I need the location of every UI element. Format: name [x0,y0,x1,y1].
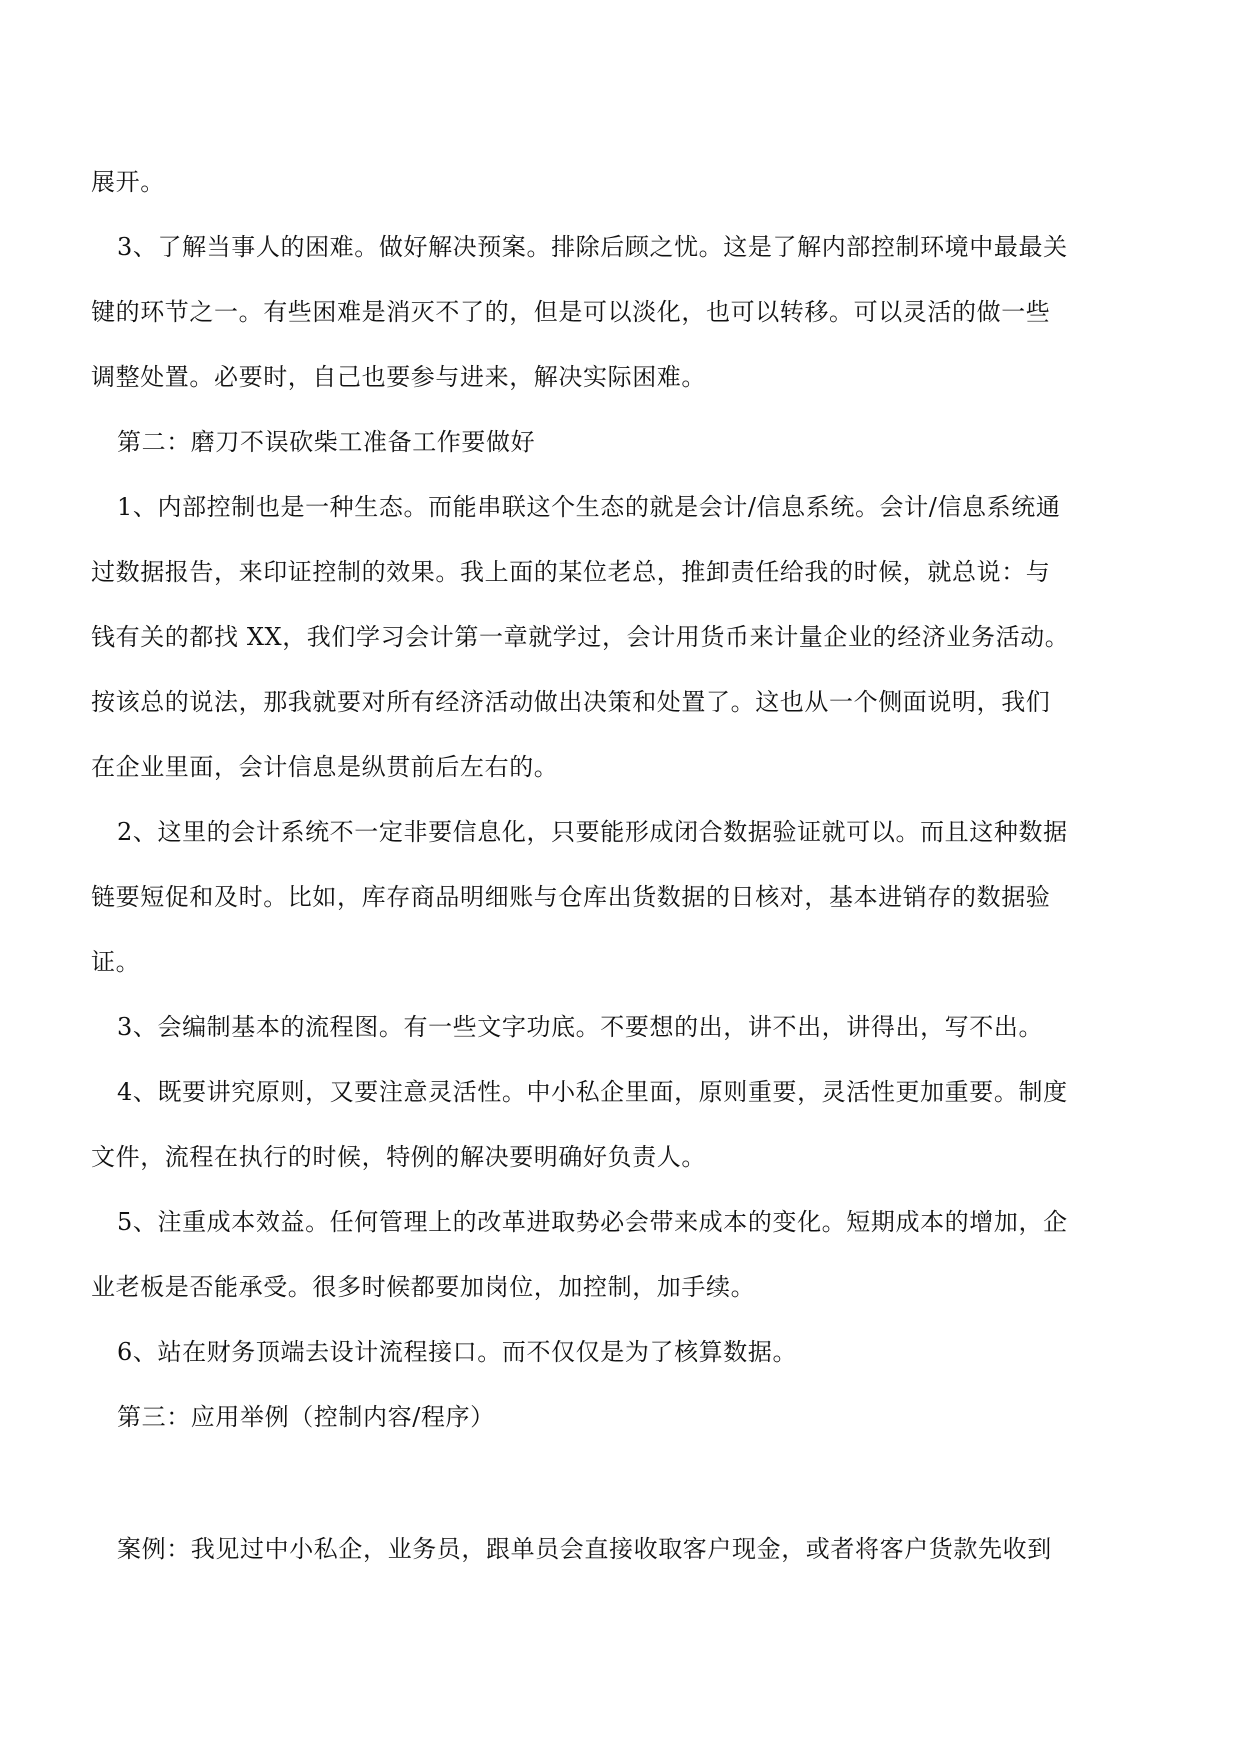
text-line: 钱有关的都找 XX，我们学习会计第一章就学过，会计用货币来计量企业的经济业务活动。 [91,623,1070,651]
text-line: 业老板是否能承受。很多时候都要加岗位，加控制，加手续。 [91,1273,756,1301]
text-line: 3、会编制基本的流程图。有一些文字功底。不要想的出，讲不出，讲得出，写不出。 [117,1013,1044,1041]
text-line: 第三：应用举例（控制内容/程序） [117,1403,495,1431]
paragraph-continuation [91,150,1153,215]
text-line: 5、注重成本效益。任何管理上的改革进取势必会带来成本的变化。短期成本的增加，企 [117,1208,1068,1236]
text-line: 案例：我见过中小私企，业务员，跟单员会直接收取客户现金，或者将客户货款先收到 [117,1535,1052,1563]
section-heading-3 [91,1385,1153,1450]
paragraph-item-2-accounting [91,800,1153,995]
text-line: 证。 [91,948,141,976]
paragraph-item-3-flowchart [91,995,1153,1060]
text-line: 按该总的说法，那我就要对所有经济活动做出决策和处置了。这也从一个侧面说明，我们 [91,688,1051,716]
text-line: 第二：磨刀不误砍柴工准备工作要做好 [117,428,536,456]
text-line: 4、既要讲究原则，又要注意灵活性。中小私企里面，原则重要，灵活性更加重要。制度 [117,1078,1068,1106]
section-heading-2 [91,410,1153,475]
text-line: 1、内部控制也是一种生态。而能串联这个生态的就是会计/信息系统。会计/信息系统通 [117,493,1061,521]
paragraph-item-1-ecology [91,475,1153,800]
document-page [91,0,1153,1754]
text-line: 6、站在财务顶端去设计流程接口。而不仅仅是为了核算数据。 [117,1338,798,1366]
paragraph-item-4-principles [91,1060,1153,1190]
text-line: 过数据报告，来印证控制的效果。我上面的某位老总，推卸责任给我的时候，就总说：与 [91,558,1051,586]
text-line: 3、了解当事人的困难。做好解决预案。排除后顾之忧。这是了解内部控制环境中最最关 [117,233,1068,261]
paragraph-item-3-difficulties [91,215,1153,410]
text-line: 在企业里面，会计信息是纵贯前后左右的。 [91,753,559,781]
paragraph-item-5-cost [91,1190,1153,1320]
paragraph-case [91,1517,1153,1582]
paragraph-item-6-interface [91,1320,1153,1385]
text-line: 键的环节之一。有些困难是消灭不了的，但是可以淡化，也可以转移。可以灵活的做一些 [91,298,1051,326]
text-line: 链要短促和及时。比如，库存商品明细账与仓库出货数据的日核对，基本进销存的数据验 [91,883,1051,911]
text-line: 2、这里的会计系统不一定非要信息化，只要能形成闭合数据验证就可以。而且这种数据 [117,818,1068,846]
text-line: 调整处置。必要时，自己也要参与进来，解决实际困难。 [91,363,706,391]
text-line: 文件，流程在执行的时候，特例的解决要明确好负责人。 [91,1143,706,1171]
text-line: 展开。 [91,168,165,196]
